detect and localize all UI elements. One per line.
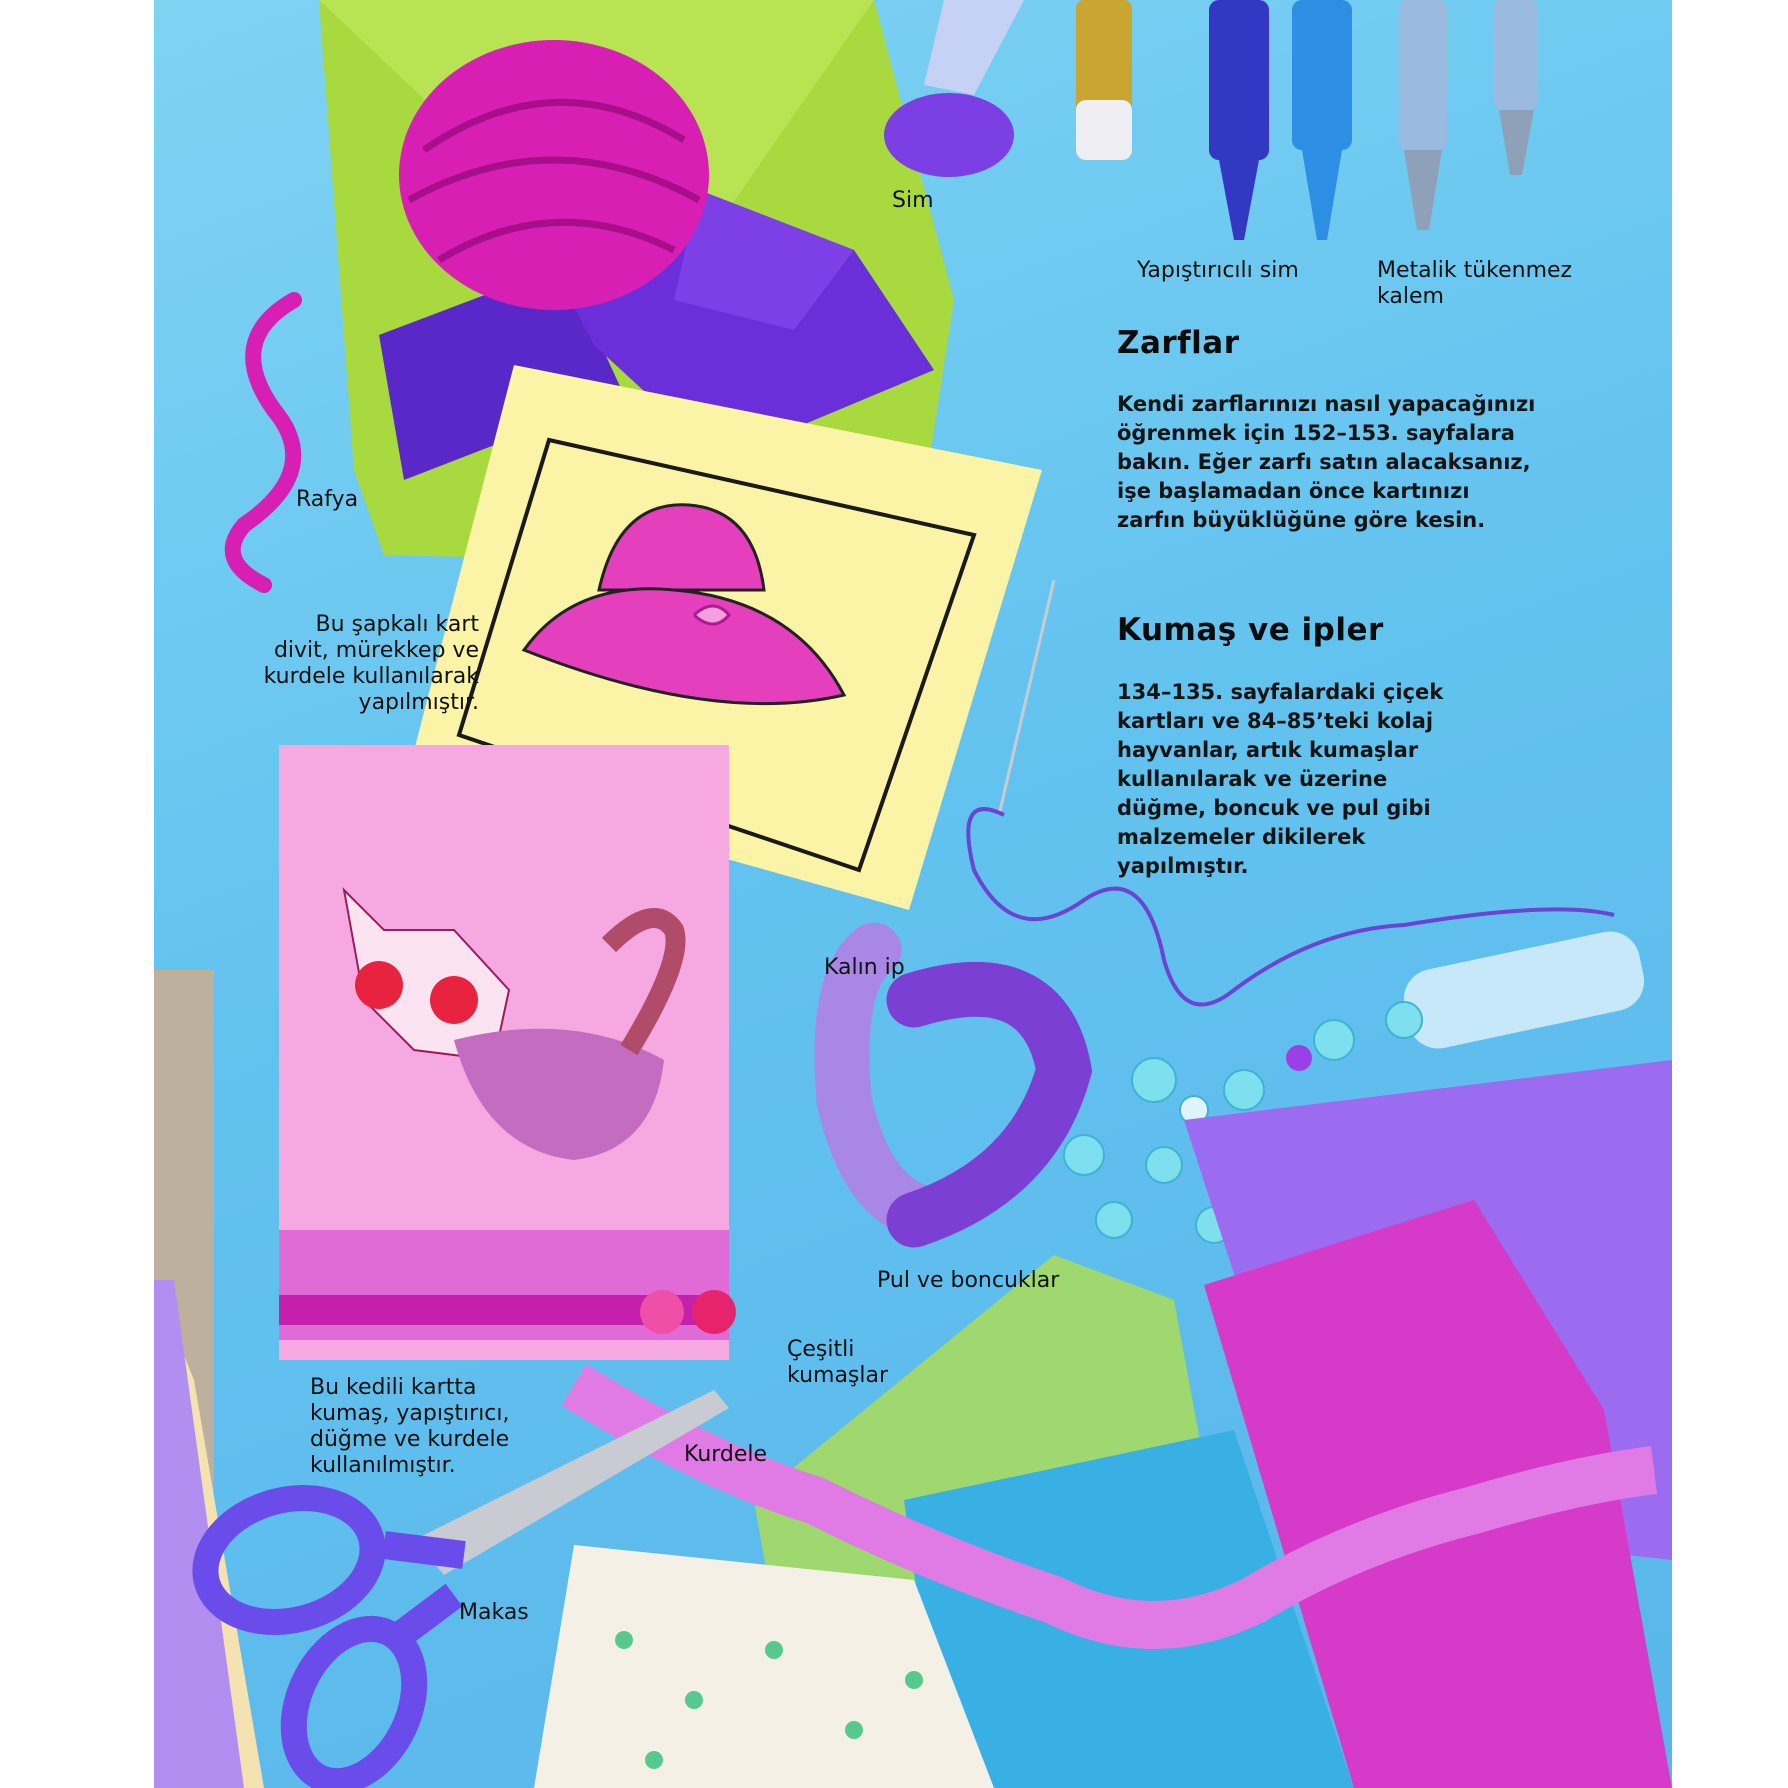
label-sim: Sim bbox=[892, 188, 934, 213]
heading-fabric-threads: Kumaş ve ipler bbox=[1117, 612, 1384, 648]
label-cat-card: Bu kedili kartta kumaş, yapıştırıcı, düğme ve kurdele kullanılmıştır. bbox=[310, 1375, 510, 1478]
sequin-tube bbox=[1398, 926, 1649, 1054]
label-hat-card: Bu şapkalı kart divit, mürekkep ve kurdele kullanılarak yapılmıştır. bbox=[263, 612, 479, 715]
raffia-ball bbox=[399, 40, 709, 310]
metallic-pen-1 bbox=[1399, 0, 1447, 150]
label-ribbon: Kurdele bbox=[684, 1442, 768, 1467]
glitter-pile bbox=[884, 93, 1014, 177]
label-scissors: Makas bbox=[459, 1600, 529, 1625]
card-button-2 bbox=[692, 1290, 736, 1334]
needle bbox=[999, 580, 1054, 815]
label-sequins-beads: Pul ve boncuklar bbox=[877, 1268, 1060, 1293]
card-button-1 bbox=[640, 1290, 684, 1334]
dark-purple-skein bbox=[914, 989, 1064, 1220]
label-raffia: Rafya bbox=[296, 487, 359, 512]
craft-page bbox=[154, 0, 1672, 1788]
raffia-curl bbox=[233, 300, 294, 585]
label-metallic-pen: Metalik tükenmez kalem bbox=[1377, 258, 1573, 309]
glitter-tube bbox=[924, 0, 1024, 95]
blue-glue-pen bbox=[1209, 0, 1269, 160]
heading-envelopes: Zarflar bbox=[1117, 325, 1240, 361]
cat-button-eye-left bbox=[355, 961, 403, 1009]
label-fabrics: Çeşitli kumaşlar bbox=[787, 1337, 889, 1388]
body-envelopes: Kendi zarflarınızı nasıl yapacağınızı öğrenmek için 152–153. sayfalara bakın. Eğer zarfı satın alacaksanız, işe başlamadan önce kartınızı zarfın büyüklüğüne göre kesin. bbox=[1117, 392, 1536, 532]
body-fabric-threads: 134–135. sayfalardaki çiçek kartları ve 84–85’teki kolaj hayvanlar, artık kumaşlar kullanılarak ve üzerine düğme, boncuk ve pul gibi malzemeler dikilerek yapılmıştır. bbox=[1117, 680, 1444, 878]
light-blue-glue-pen bbox=[1292, 0, 1352, 150]
cat-button-eye-right bbox=[430, 976, 478, 1024]
label-thick-thread: Kalın ip bbox=[824, 955, 905, 980]
metallic-pen-2 bbox=[1494, 0, 1538, 110]
label-glue-glitter: Yapıştırıcılı sim bbox=[1137, 258, 1299, 283]
